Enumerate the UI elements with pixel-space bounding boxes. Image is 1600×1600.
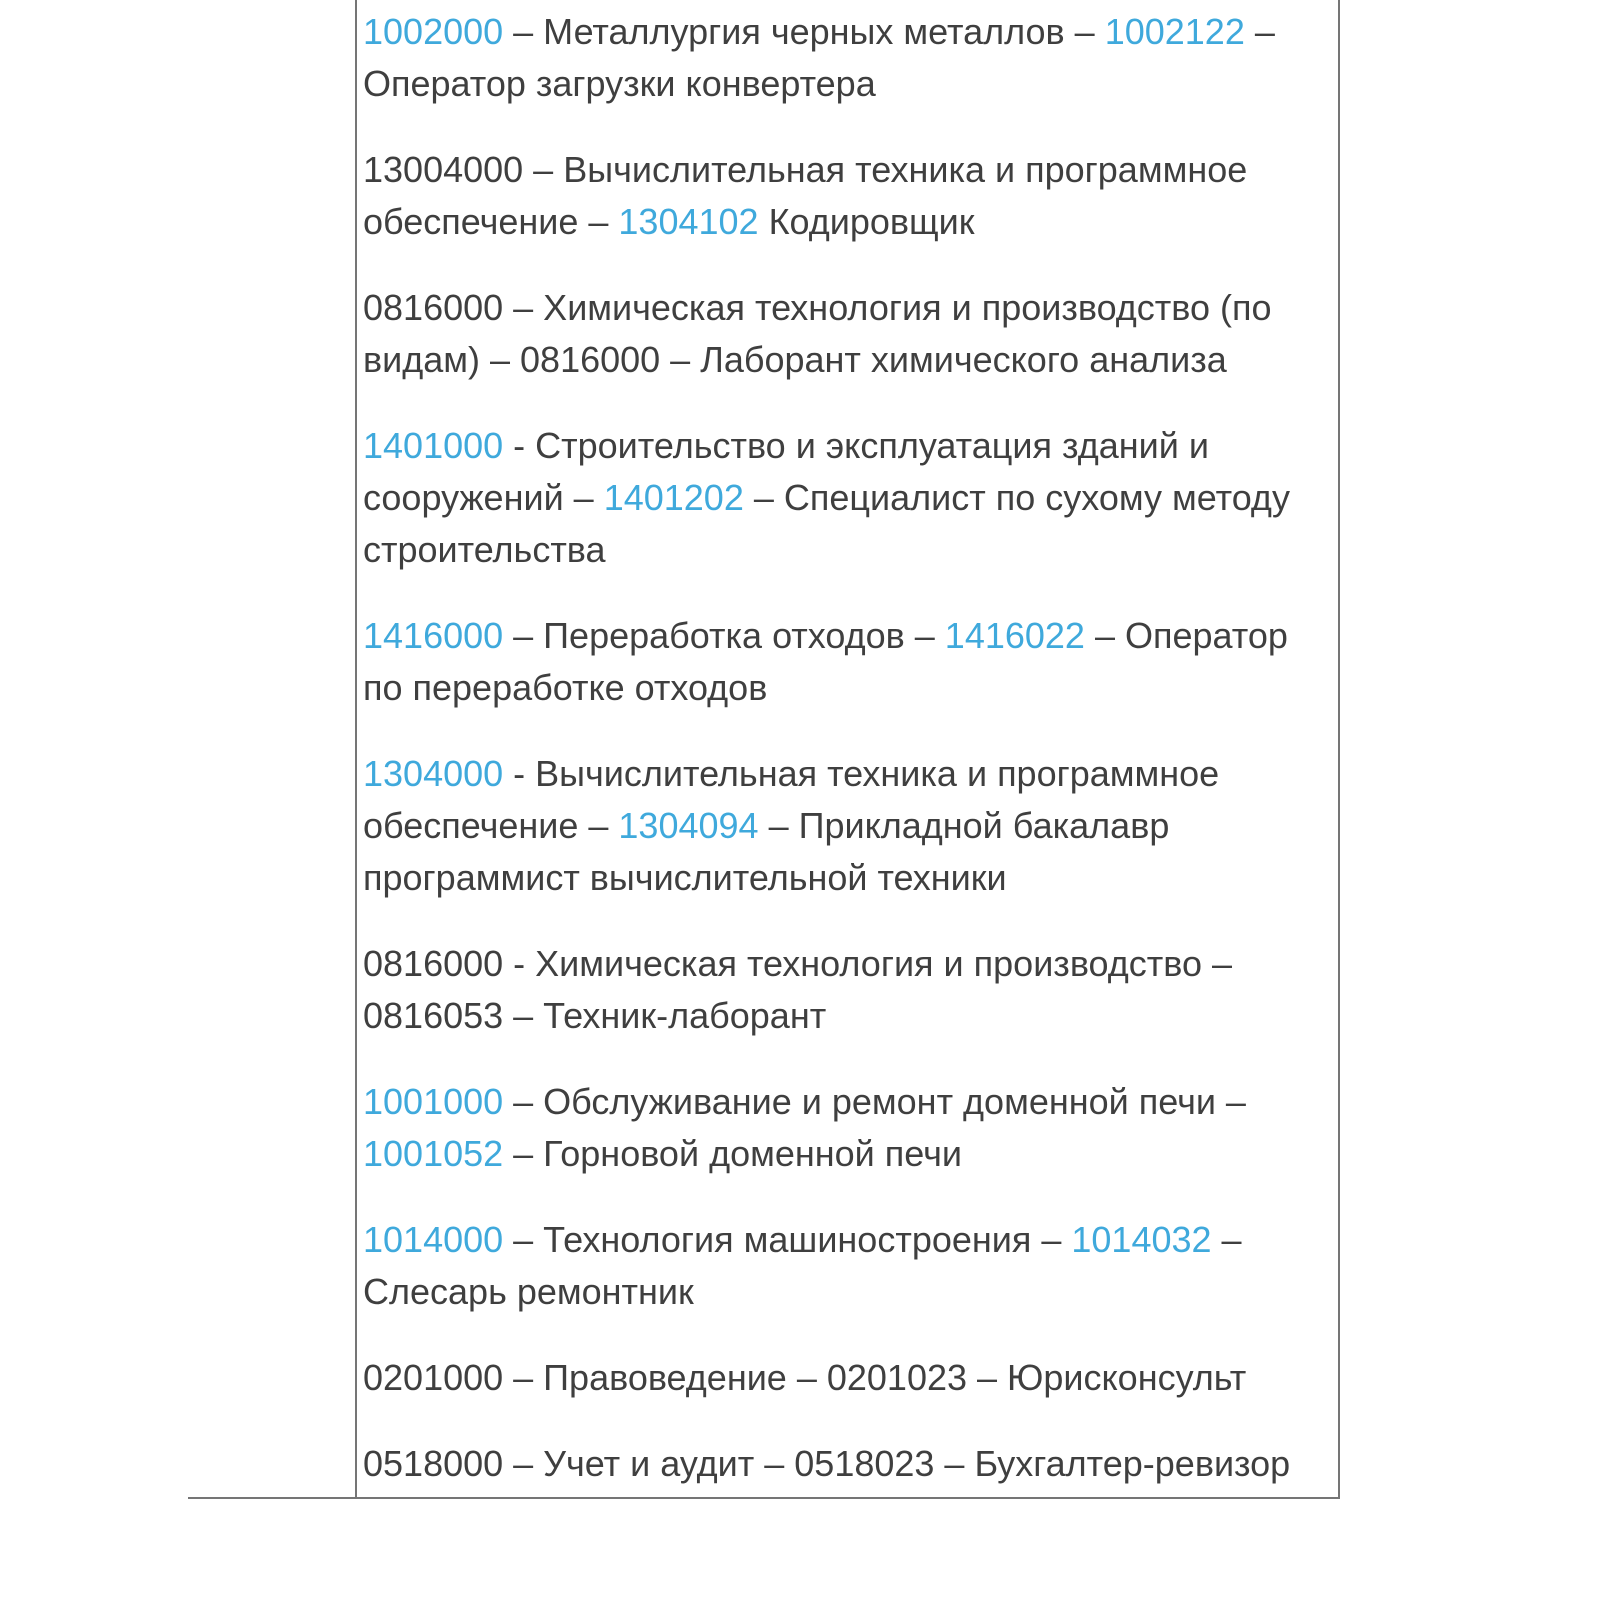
specialty-entry-text: – Горновой доменной печи [503,1133,962,1174]
specialty-entry-text: 0816000 - Химическая технология и производство – 0816053 – Техник-лаборант [363,943,1233,1036]
specialty-entry [363,1076,1328,1180]
specialty-entry-text: – Металлургия черных металлов – [503,11,1105,52]
specialty-code-link[interactable]: 1401202 [603,477,744,518]
specialty-code-link[interactable]: 1401000 [363,425,504,466]
specialty-code-link[interactable]: 1304000 [363,753,504,794]
specialty-code-link[interactable]: 1001000 [363,1081,504,1122]
specialty-entry-text: – Оператор по переработке отходов [363,615,1288,708]
specialty-entry-text: – Оператор загрузки конвертера [363,11,1275,104]
specialty-code-link[interactable]: 1002122 [1104,11,1245,52]
specialty-entry-text: 0201000 – Правоведение – 0201023 – Юрисконсульт [363,1357,1247,1398]
specialty-entry [363,144,1328,248]
specialty-code-link[interactable]: 1304094 [618,805,759,846]
specialty-code-link[interactable]: 1416000 [363,615,504,656]
specialty-entry [363,6,1328,110]
table-row-bottom-border [188,1497,1340,1499]
table-cell-right-border [1338,0,1340,1498]
specialty-entry-text: Кодировщик [758,201,975,242]
specialty-entry [363,748,1328,904]
specialty-entry [363,938,1328,1042]
specialty-list [363,6,1328,1490]
specialty-entry [363,1438,1328,1490]
specialty-entry-text: – Обслуживание и ремонт доменной печи – [503,1081,1246,1122]
specialty-entry [363,1352,1328,1404]
specialty-entry-text: – Переработка отходов – [503,615,945,656]
specialty-entry-text: – Специалист по сухому методу строительства [363,477,1290,570]
specialty-entry-text: - Строительство и эксплуатация зданий и сооружений – [363,425,1209,518]
specialty-entry [363,610,1328,714]
table-cell-left-border [355,0,357,1498]
specialty-code-link[interactable]: 1014000 [363,1219,504,1260]
specialty-code-link[interactable]: 1002000 [363,11,504,52]
specialty-code-link[interactable]: 1416022 [944,615,1085,656]
specialty-code-link[interactable]: 1304102 [618,201,759,242]
specialty-entry-text: 0816000 – Химическая технология и производство (по видам) – 0816000 – Лаборант химического анализа [363,287,1272,380]
specialty-entry-text: - Вычислительная техника и программное обеспечение – [363,753,1220,846]
specialty-entry-text: – Технология машиностроения – [503,1219,1072,1260]
specialty-entry-text: 13004000 – Вычислительная техника и программное обеспечение – [363,149,1248,242]
specialty-code-link[interactable]: 1001052 [363,1133,504,1174]
specialty-entry [363,420,1328,576]
specialty-entry [363,282,1328,386]
specialty-code-link[interactable]: 1014032 [1071,1219,1212,1260]
specialty-entry-text: 0518000 – Учет и аудит – 0518023 – Бухгалтер-ревизор [363,1443,1291,1484]
specialty-entry-text: – Прикладной бакалавр программист вычислительной техники [363,805,1170,898]
specialty-entry-text: – Слесарь ремонтник [363,1219,1242,1312]
specialty-entry [363,1214,1328,1318]
